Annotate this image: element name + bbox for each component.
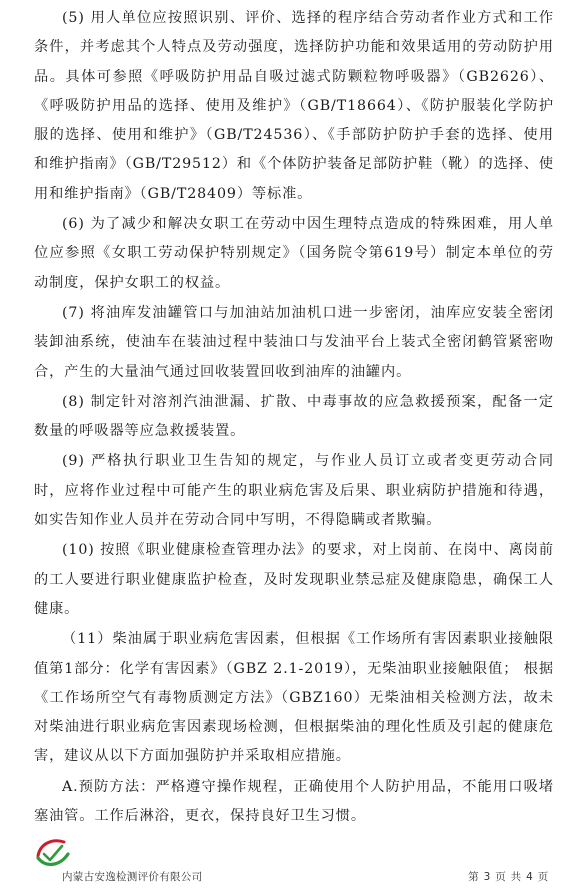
company-name: 内蒙古安逸检测评价有限公司	[62, 871, 203, 883]
company-logo-icon	[32, 834, 72, 870]
paragraph-6: (6) 为了减少和解决女职工在劳动中因生理特点造成的特殊困难，用人单位应参照《女职工劳动保护特别规定》（国务院令第619号）制定本单位的劳动制度，保护女职工的权益。	[34, 216, 554, 291]
paragraph-9: (9) 严格执行职业卫生告知的规定，与作业人员订立或者变更劳动合同时，应将作业过程中可能产生的职业病危害及后果、职业病防护措施和待遇，如实告知作业人员并在劳动合同中写明，不得隐瞒或者欺骗。	[34, 453, 554, 529]
document-body	[34, 4, 554, 831]
paragraph-11: （11）柴油属于职业病危害因素，但根据《工作场所有害因素职业接触限值第1部分：化学有害因素》（GBZ 2.1-2019），无柴油职业接触限值； 根据《工作场所空气有毒物质测定方法》（GBZ160）无柴油相关检测方法，故未对柴油进行职业病危害因素现场检测，但根据柴油的理化性质及引起的健康危害，建议从以下方面加强防护并采取相应措施。	[34, 631, 554, 765]
paragraph-10: (10) 按照《职业健康检查管理办法》的要求，对上岗前、在岗中、离岗前的工人要进行职业健康监护检查，及时发现职业禁忌症及健康隐患，确保工人健康。	[34, 542, 554, 617]
paragraph-5: (5) 用人单位应按照识别、评价、选择的程序结合劳动者作业方式和工作条件，并考虑其个人特点及劳动强度，选择防护功能和效果适用的劳动防护用品。具体可参照《呼吸防护用品自吸过滤式防颗粒物呼吸器》（GB2626）、《呼吸防护用品的选择、使用及维护》（GB/T18664）、《防护服装化学防护服的选择、使用和维护》（GB/T24536）、《手部防护防护手套的选择、使用和维护指南》（GB/T29512）和《个体防护装备足部防护鞋（靴）的选择、使用和维护指南》（GB/T28409）等标准。	[34, 10, 554, 202]
page-number: 第 3 页 共 4 页	[468, 871, 549, 883]
paragraph-7: (7) 将油库发油罐管口与加油站加油机口进一步密闭，油库应安装全密闭装卸油系统，使油车在装油过程中装油口与发油平台上装式全密闭鹤管紧密吻合，产生的大量油气通过回收装置回收到油库的油罐内。	[34, 304, 554, 380]
paragraph-11a: A.预防方法：严格遵守操作规程，正确使用个人防护用品，不能用口吸堵塞油管。工作后淋浴，更衣，保持良好卫生习惯。	[34, 778, 554, 825]
page-footer	[0, 860, 579, 891]
paragraph-8: (8) 制定针对溶剂汽油泄漏、扩散、中毒事故的应急救援预案，配备一定数量的呼吸器等应急救援装置。	[34, 393, 554, 440]
